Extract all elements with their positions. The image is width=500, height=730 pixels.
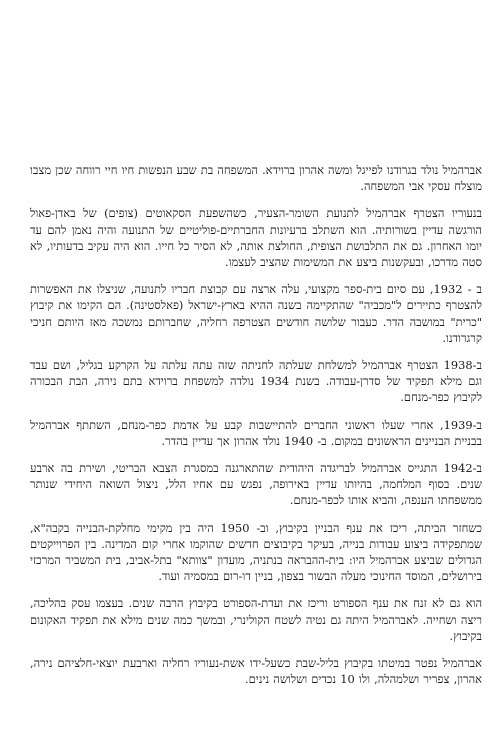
paragraph-immigration-1932: ב - 1932, עם סיום בית-ספר מקצועי, עלה ארצה עם קבוצת חבריו לתנועה, שניצלו את האפשרות להצטרף כתיירים ל"מכביה" שהתקיימה בשנה ההיא בארץ-ישראל (פאלסטינה). הם הקימו את קיבוץ "כרית" במושבה הדר. כעבור שלושה חודשים הצטרפה רחליה, שחברותם נמשכה מאז היותם חניכי קרגרודנו. (30, 282, 482, 345)
paragraph-sports: הוא גם לא זנח את ענף הספורט וריכז את ועדת-הספורט בקיבוץ הרבה שנים. בעצמו עסק בהליכה, ריצה ושחייה. לאברהמיל היתה גם נטיה לשטח הקולינרי, ובמשך כמה שנים מילא את תפקיד האקונום בקיבוץ. (30, 596, 482, 643)
paragraph-hanita-1938: ב-1938 הצטרף אברהמיל למשלחת שעלתה לחניתה שזה עתה עלתה על הקרקע בגליל, ושם עבד וגם מילא תפקיד של סדרן-עבודה. בשנת 1934 נולדה למשפחת ברוידא בתם נירה, הבת הבכורה לקיבוץ כפר-מנחם. (30, 358, 482, 405)
paragraph-passing: אברהמיל נפטר במיטתו בקיבוץ בליל-שבת כשעל-ידו אשת-נעוריו רחליה וארבעת יוצאי-חלציהם נירה, אהרון, צפריר ושלמהלה, ולו 10 נכדים ושלושה נינים. (30, 656, 482, 687)
paragraph-youth-movement: בנעוריו הצטרף אברהמיל לתנועת השומר-הצעיר, כשהשפעת הסקאוטים (צופים) של באדן-פאול הורגשה עדיין בשורותיה. הוא השתלב ברעיונות החברתיים-פוליטיים של התנועה והיה נאמן להם עד יומו האחרון. גם את התלבושת הצופית, החולצת אותה, לא הסיר כל חייו. הוא היה עקיב בדעותיו, לא סטה מדרכו, ובעקשנות ביצע את המשימות שהציב לעצמו. (30, 206, 482, 270)
paragraph-birth: אברהמיל נולד בגרודנו לפייגל ומשה אהרון ברוידא. המשפחה בת שבע הנפשות חיו חיי רווחה שכן מצבו מוצלח עסקי אבי המשפחה. (30, 163, 482, 194)
paragraph-construction-1950: כשחזר הביתה, ריכז את ענף הבניין בקיבוץ, וב- 1950 היה בין מקימי מחלקת-הבנייה בקבה"א, שמתפקידה ביצוע עבודות בנייה, בעיקר בקיבוצים חדשים שהוקמו אחרי קום המדינה. בין הפרוייקטים הגדולים שביצע אברהמיל היו: בית-ההבראה בנתניה, מועדון "צוותא" בתל-אביב, בית המשביר המרכזי בירושלים, המוסד החינוכי מעלה הבשור בצפון, בניין דו-רום במסמיה ועוד. (30, 520, 482, 584)
paragraph-kfar-menachem-1939: ב-1939, אחרי שעלו ראשוני החברים להתיישבות קבע על אדמת כפר-מנחם, השתתף אברהמיל בבניית הבניינים הראשונים במקום. ב- 1940 נולד אהרון אך עדיין בהדר. (30, 417, 482, 448)
paragraph-jewish-brigade-1942: ב-1942 התגייס אברהמיל לבריגדה היהודית שהתארגנה במסגרת הצבא הבריטי, ושירת בה ארבע שנים. בסוף המלחמה, בהיותו עדיין באירופה, נפגש עם אחיו הלל, ניצול השואה היחידי שנותר ממשפחתו הענפה, והביא אותו לכפר-מנחם. (30, 461, 482, 508)
